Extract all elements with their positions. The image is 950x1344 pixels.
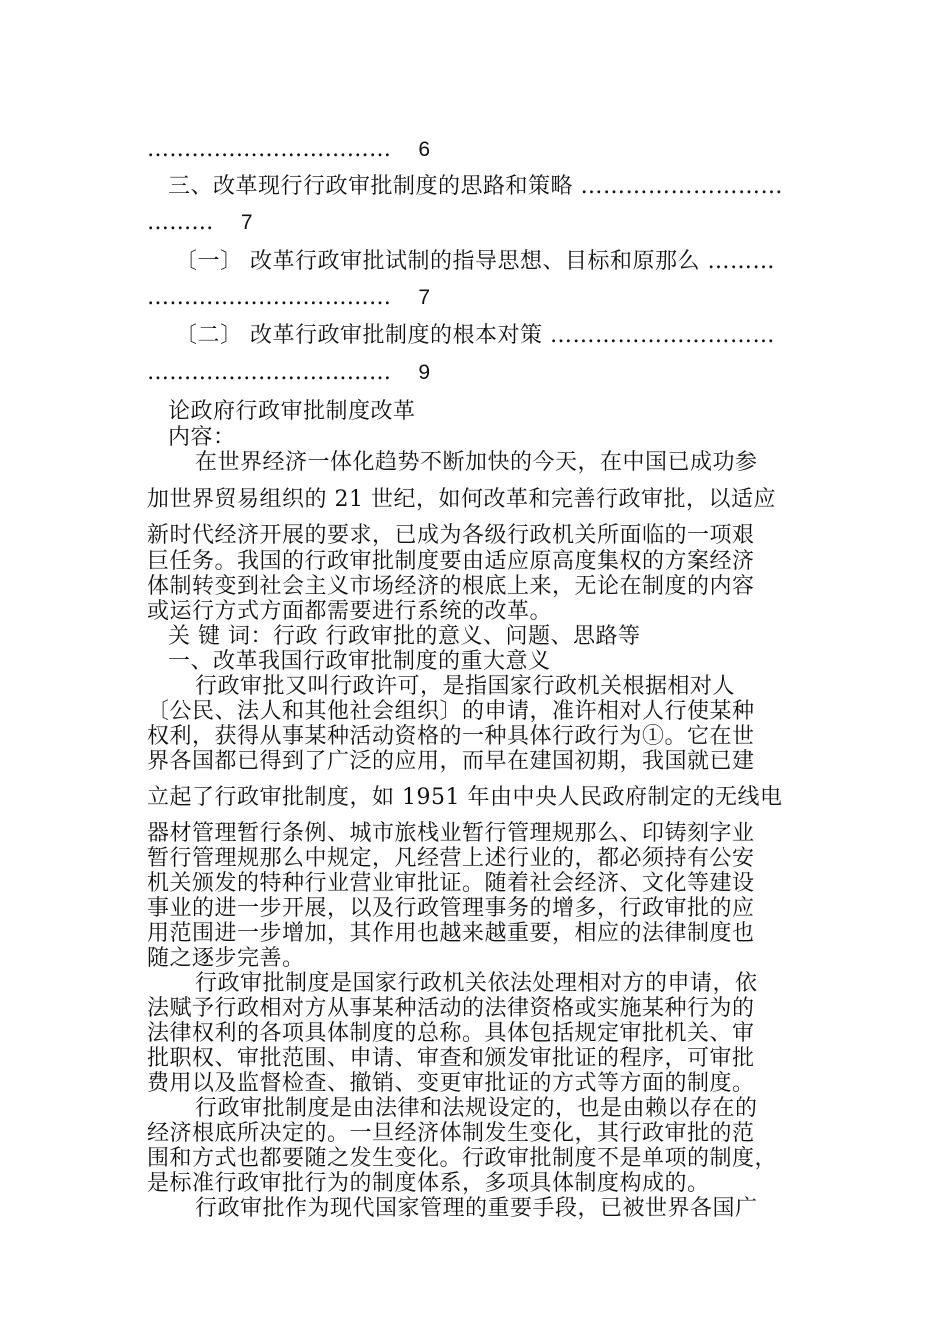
paragraph-line: 围和方式也都要随之发生变化。行政审批制度不是单项的制度， <box>147 1146 778 1171</box>
paragraph-line: 行政审批制度是国家行政机关依法处理相对方的申请，依 <box>195 971 758 996</box>
paragraph-line: 用范围进一步增加，其作用也越来越重要，相应的法律制度也 <box>147 921 755 946</box>
paragraph-line: 或运行方式方面都需要进行系统的改革。 <box>147 599 553 624</box>
paragraph-line: 界各国都已得到了广泛的应用，而早在建国初期，我国就已建 <box>147 749 755 774</box>
paragraph-line: 法律权利的各项具体制度的总称。具体包括规定审批机关、审 <box>147 1021 755 1046</box>
toc-entry-sub-1: 〔一〕 改革行政审批试制的指导思想、目标和原那么 ……… <box>175 249 775 274</box>
paragraph-line: 机关颁发的特种行业营业审批证。随着社会经济、文化等建设 <box>147 871 755 896</box>
paragraph-line: 行政审批又叫行政许可，是指国家行政机关根据相对人 <box>195 674 736 699</box>
paragraph-line: 行政审批制度是由法律和法规设定的，也是由赖以存在的 <box>195 1096 758 1121</box>
paragraph-line: 体制转变到社会主义市场经济的根底上来，无论在制度的内容 <box>147 574 755 599</box>
toc-page-number: 7 <box>240 211 253 234</box>
paragraph-line: 随之逐步完善。 <box>147 946 305 971</box>
article-title: 论政府行政审批制度改革 <box>168 399 416 424</box>
toc-dots: ……… <box>147 210 214 235</box>
paragraph-line: 在世界经济一体化趋势不断加快的今天，在中国已成功参 <box>195 450 758 475</box>
toc-dots-line-1 <box>147 136 430 164</box>
paragraph-line: 〔公民、法人和其他社会组织〕的申请，准许相对人行使某种 <box>147 699 755 724</box>
paragraph-line: 加世界贸易组织的 21 世纪，如何改革和完善行政审批，以适应 <box>147 487 776 512</box>
paragraph-line: 经济根底所决定的。一旦经济体制发生变化，其行政审批的范 <box>147 1121 755 1146</box>
toc-dots: …………………………… <box>147 360 392 385</box>
toc-page-number: 9 <box>418 361 431 384</box>
paragraph-line: 新时代经济开展的要求，已成为各级行政机关所面临的一项艰 <box>147 523 755 548</box>
toc-dots-line-3 <box>147 209 253 237</box>
toc-entry-section-3: 三、改革现行行政审批制度的思路和策略 ……………………… <box>168 174 783 199</box>
paragraph-line: 事业的进一步开展，以及行政管理事务的增多，行政审批的应 <box>147 896 755 921</box>
toc-page-number: 6 <box>418 138 431 161</box>
paragraph-line: 是标准行政审批行为的制度体系，多项具体制度构成的。 <box>147 1171 710 1196</box>
toc-page-number: 7 <box>418 286 431 309</box>
toc-dots: …………………………… <box>147 285 392 310</box>
paragraph-line: 暂行管理规那么中规定，凡经营上述行业的，都必须持有公安 <box>147 846 755 871</box>
paragraph-line: 巨任务。我国的行政审批制度要由适应原高度集权的方案经济 <box>147 549 755 574</box>
paragraph-line: 法赋予行政相对方从事某种活动的法律资格或实施某种行为的 <box>147 996 755 1021</box>
keywords-line: 关 键 词：行政 行政审批的意义、问题、思路等 <box>168 624 641 649</box>
paragraph-line: 费用以及监督检查、撤销、变更审批证的方式等方面的制度。 <box>147 1071 755 1096</box>
paragraph-line: 批职权、审批范围、申请、审查和颁发审批证的程序，可审批 <box>147 1046 755 1071</box>
paragraph-line: 行政审批作为现代国家管理的重要手段，已被世界各国广 <box>195 1196 758 1221</box>
paragraph-line: 器材管理暂行条例、城市旅栈业暂行管理规那么、印铸刻字业 <box>147 821 755 846</box>
content-label: 内容： <box>168 425 236 450</box>
section-heading: 一、改革我国行政审批制度的重大意义 <box>168 649 551 674</box>
toc-dots-line-5 <box>147 284 430 312</box>
toc-dots-line-7 <box>147 359 430 387</box>
toc-entry-sub-2: 〔二〕 改革行政审批制度的根本对策 ………………………… <box>175 323 775 348</box>
paragraph-line: 权利，获得从事某种活动资格的一种具体行政行为①。它在世 <box>147 724 755 749</box>
paragraph-line: 立起了行政审批制度，如 1951 年由中央人民政府制定的无线电 <box>147 785 783 810</box>
toc-dots: …………………………… <box>147 137 392 162</box>
